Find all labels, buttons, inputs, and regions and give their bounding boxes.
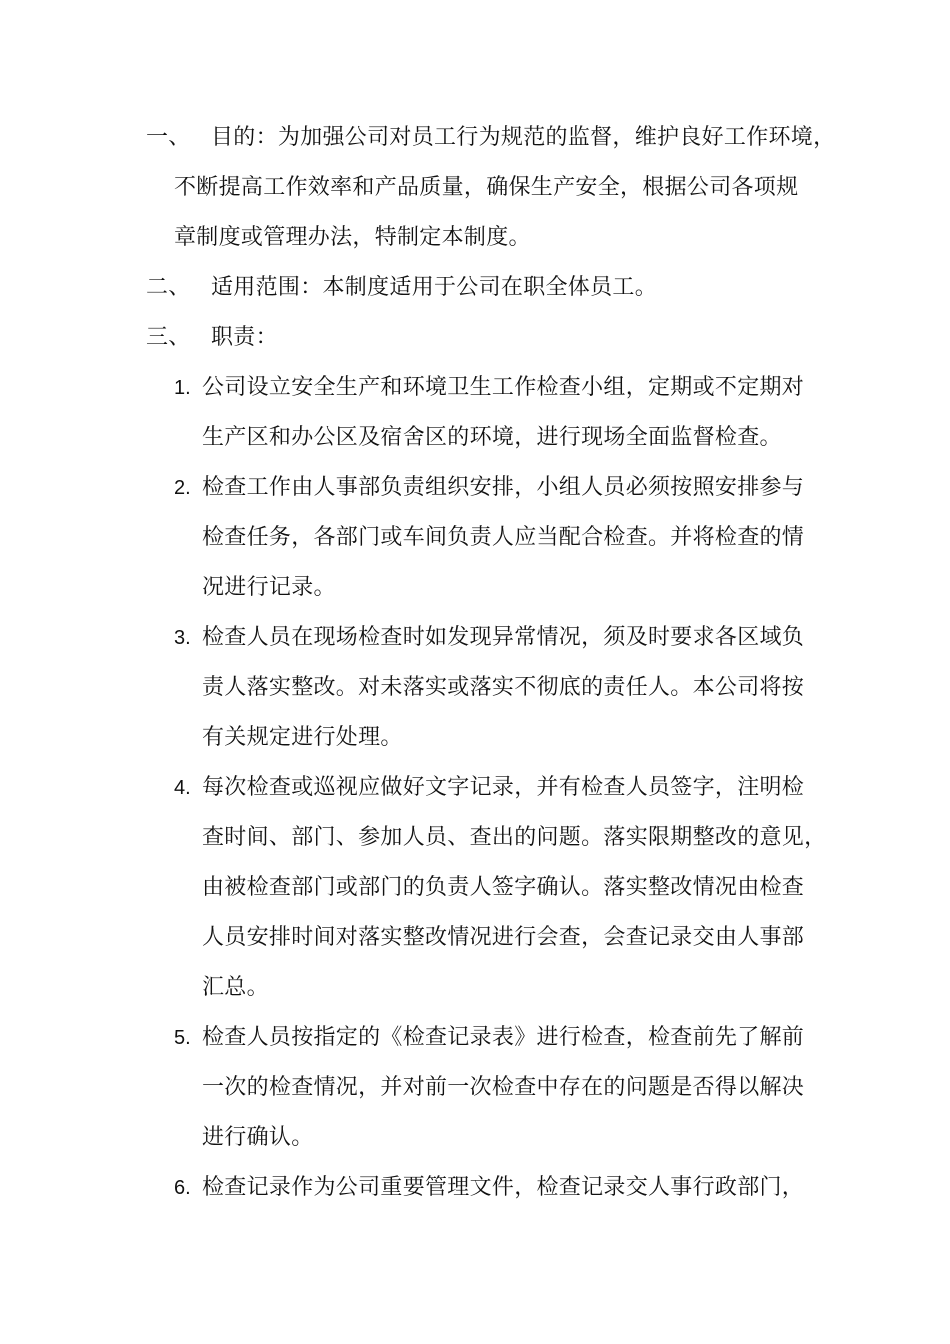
list-item-text-line: 况进行记录。	[202, 575, 336, 600]
section-text-line: 职责：	[211, 325, 278, 350]
list-item-text-line: 汇总。	[202, 975, 269, 1000]
section-marker: 二、	[146, 275, 191, 300]
list-item-number: 4.	[174, 777, 191, 799]
list-item-text-line: 查时间、部门、参加人员、查出的问题。落实限期整改的意见，	[202, 825, 827, 850]
section-text-line: 章制度或管理办法，特制定本制度。	[174, 225, 531, 250]
list-item-text-line: 一次的检查情况，并对前一次检查中存在的问题是否得以解决	[202, 1075, 805, 1100]
section-text-line: 不断提高工作效率和产品质量，确保生产安全，根据公司各项规	[174, 175, 799, 200]
list-item-text-line: 有关规定进行处理。	[202, 725, 403, 750]
list-item-text-line: 检查工作由人事部负责组织安排，小组人员必须按照安排参与	[202, 475, 805, 500]
list-item-text-line: 进行确认。	[202, 1125, 314, 1150]
list-item-text-line: 生产区和办公区及宿舍区的环境，进行现场全面监督检查。	[202, 425, 782, 450]
section-text-line: 目的：为加强公司对员工行为规范的监督，维护良好工作环境，	[211, 125, 836, 150]
section-marker: 一、	[146, 125, 191, 150]
list-item-text-line: 每次检查或巡视应做好文字记录，并有检查人员签字，注明检	[202, 775, 805, 800]
list-item-text-line: 检查记录作为公司重要管理文件，检查记录交人事行政部门，	[202, 1175, 805, 1200]
list-item-number: 1.	[174, 377, 191, 399]
list-item-number: 3.	[174, 627, 191, 649]
list-item-text-line: 检查人员在现场检查时如发现异常情况，须及时要求各区域负	[202, 625, 805, 650]
list-item-text-line: 由被检查部门或部门的负责人签字确认。落实整改情况由检查	[202, 875, 805, 900]
list-item-text-line: 公司设立安全生产和环境卫生工作检查小组，定期或不定期对	[202, 375, 805, 400]
list-item-text-line: 检查人员按指定的《检查记录表》进行检查，检查前先了解前	[202, 1025, 805, 1050]
list-item-number: 5.	[174, 1027, 191, 1049]
section-marker: 三、	[146, 325, 191, 350]
list-item-text-line: 责人落实整改。对未落实或落实不彻底的责任人。本公司将按	[202, 675, 805, 700]
list-item-text-line: 检查任务，各部门或车间负责人应当配合检查。并将检查的情	[202, 525, 805, 550]
list-item-number: 2.	[174, 477, 191, 499]
section-text-line: 适用范围：本制度适用于公司在职全体员工。	[211, 275, 658, 300]
list-item-number: 6.	[174, 1177, 191, 1199]
list-item-text-line: 人员安排时间对落实整改情况进行会查，会查记录交由人事部	[202, 925, 805, 950]
